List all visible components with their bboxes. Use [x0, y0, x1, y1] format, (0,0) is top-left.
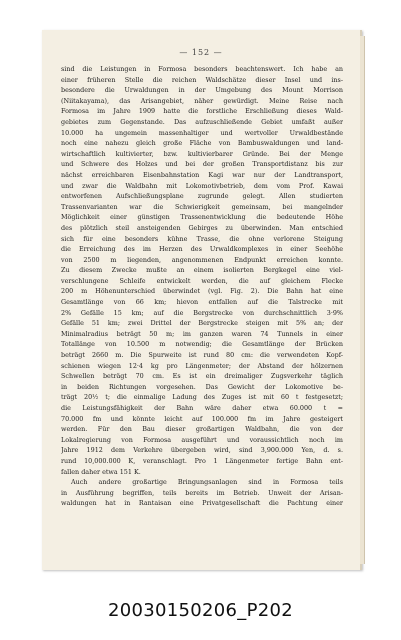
- text-line: 2% Gefälle 15 km; auf die Bergstrecke von durchschnittlich 3·9%: [61, 308, 343, 317]
- text-line: besondere die Urwaldungen in der Umgebung des Mount Morrison: [61, 86, 343, 95]
- text-line: 10.000 ha ungemein massenhaltiger und wertvoller Urwaldbestände: [61, 128, 343, 137]
- text-line: 70.000 fm und könnte leicht auf 100.000 fm im Jahre gesteigert: [61, 414, 343, 423]
- text-line: sich für eine besonders kühne Trasse, die ohne verlorene Steigung: [61, 234, 343, 243]
- text-line: (Niitakayama), das Arisangebiet, näher gewürdigt. Meine Reise nach: [61, 96, 343, 105]
- text-line: Formosa im Jahre 1909 hatte die forstliche Erschließung dieses Wald-: [61, 107, 343, 116]
- page-edge: [360, 36, 365, 564]
- text-line: nächst erreichbaren Eisenbahnstation Kagi war nur der Landtransport,: [61, 170, 343, 179]
- text-line: Gesamtlänge von 66 km; hievon entfallen auf die Talstrecke mit: [61, 298, 343, 307]
- text-line: Jahre 1912 dem Verkehre übergeben wird, sind 3,900.000 Yen, d. s.: [61, 446, 343, 455]
- image-id-caption: 20030150206_P202: [108, 600, 293, 621]
- text-line: einer früheren Stelle die reichen Waldschätze dieser Insel und ins-: [61, 75, 343, 84]
- text-line: fallen daher etwa 151 K.: [61, 467, 141, 476]
- text-line: und zwar die Waldbahn mit Lokomotivbetrieb, dem vom Prof. Kawai: [61, 181, 343, 190]
- text-line: beträgt 2660 m. Die Spurweite ist rund 80 cm: die verwendeten Kopf-: [61, 351, 343, 360]
- text-line: und Schwere des Holzes und bei der großen Transportdistanz bis zur: [61, 160, 343, 169]
- text-line: trägt 20½ t; die einmalige Ladung des Zuges ist mit 60 t festgesetzt;: [61, 393, 343, 402]
- text-line: des plötzlich steil ansteigenden Gebirges zu überwinden. Man entschied: [61, 223, 343, 232]
- body-text: [61, 64, 343, 509]
- text-line: rund 10,000.000 K, veranschlagt. Pro 1 Längenmeter fertige Bahn ent-: [61, 456, 343, 465]
- text-line: von 2500 m liegenden, angenommenen Endpunkt erreichen konnte.: [61, 255, 343, 264]
- text-line: Möglichkeit einer günstigen Trassenentwicklung die bedeutende Höhe: [61, 213, 343, 222]
- text-line: Auch andere großartige Bringungsanlagen sind in Formosa teils: [71, 478, 343, 487]
- text-line: verschlungene Schleife entwickelt werden, die auf gleichem Flecke: [61, 276, 343, 285]
- text-line: Zu diesem Zwecke mußte an einem isolierten Bergkegel eine viel-: [61, 266, 343, 275]
- text-line: Trassenvarianten war die Schwierigkeit gemeinsam, bei mangelnder: [61, 202, 343, 211]
- text-line: Totallänge von 10.500 m notwendig; die Gesamtlänge der Brücken: [61, 340, 343, 349]
- book-page: [42, 30, 362, 570]
- text-line: Schwellen beträgt 70 cm. Es ist ein dreimaliger Zugsverkehr täglich: [61, 372, 343, 381]
- text-line: in beiden Richtungen vorgesehen. Das Gewicht der Lokomotive be-: [61, 382, 343, 391]
- text-line: werden. Für den Bau dieser großartigen Waldbahn, die von der: [61, 425, 343, 434]
- text-line: die Erreichung des im Herzen des Urwaldkomplexes in einer Seehöhe: [61, 245, 343, 254]
- text-line: in Ausführung begriffen, teils bereits im Betrieb. Unweit der Arisan-: [61, 488, 343, 497]
- text-line: Minimalradius beträgt 50 m; im ganzen waren 74 Tunnels in einer: [61, 329, 343, 338]
- text-line: 200 m Höhenunterschied überwindet (vgl. Fig. 2). Die Bahn hat eine: [61, 287, 343, 296]
- text-line: Gefälle 51 km; zwei Drittel der Bergstrecke steigen mit 5% an; der: [61, 319, 343, 328]
- page-number: — 152 —: [179, 48, 223, 57]
- text-line: Lokalregierung von Formosa ausgeführt und voraussichtlich noch im: [61, 435, 343, 444]
- text-line: waldungen hat in Rantaisan eine Privatgesellschaft die Pachtung einer: [61, 499, 343, 508]
- text-line: schienen wiegen 12·4 kg pro Längenmeter; der Abstand der hölzernen: [61, 361, 343, 370]
- text-line: die Leistungsfähigkeit der Bahn wäre daher etwa 60.000 t =: [61, 404, 343, 412]
- text-line: sind die Leistungen in Formosa besonders beachtenswert. Ich habe an: [61, 65, 343, 73]
- text-line: wirtschaftlich kultivierter, bzw. kultivierbarer Gründe. Bei der Menge: [61, 149, 343, 158]
- text-line: entworfenen Aufschließungsplane zugrunde gelegt. Allen studierten: [61, 192, 343, 201]
- text-line: gebietes zum Gegenstande. Das aufzuschließende Gebiet umfaßt außer: [61, 117, 343, 126]
- text-line: noch eine nahezu gleich große Fläche von Bambuswaldungen und land-: [61, 139, 343, 148]
